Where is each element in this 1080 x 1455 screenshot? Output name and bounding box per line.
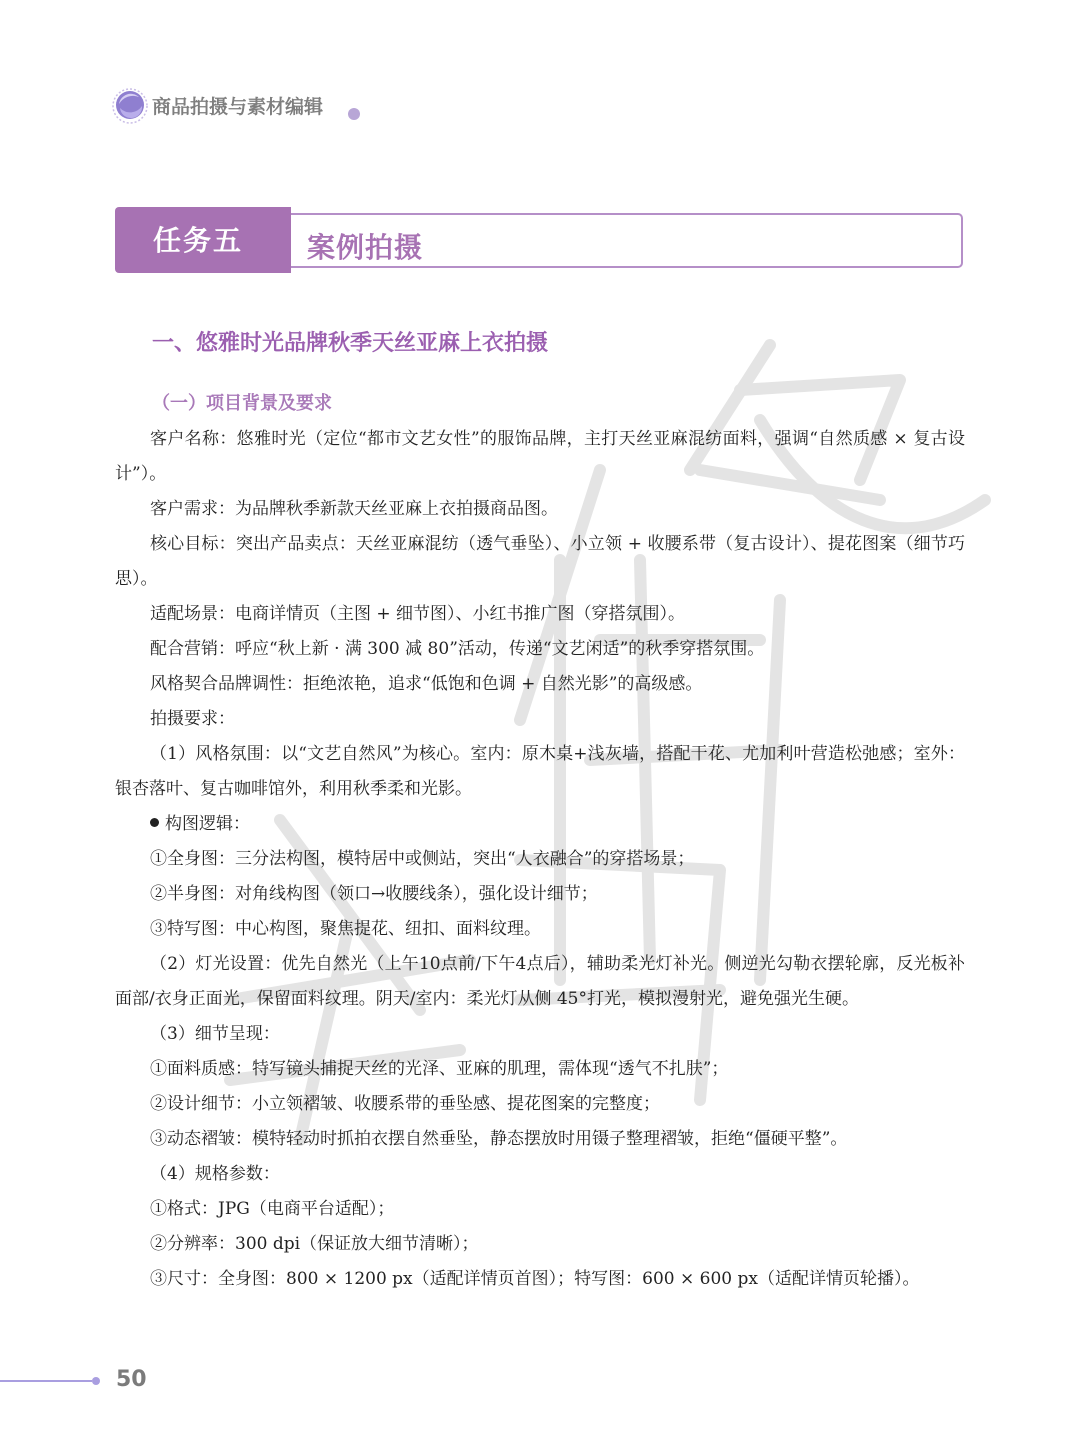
paragraph-spec-format: ①格式：JPG（电商平台适配）； [150,1199,395,1219]
footer-dot [92,1377,100,1385]
paragraph-style-fit: 风格契合品牌调性：拒绝浓艳，追求“低饱和色调 + 自然光影”的高级感。 [150,674,703,694]
paragraph-core-goal: 核心目标：突出产品卖点：天丝亚麻混纺（透气垂坠）、小立领 + 收腰系带（复古设计）、提花图案（细节巧思）。 [115,534,965,589]
bullet-icon [150,818,159,827]
paragraph-marketing: 配合营销：呼应“秋上新 · 满 300 减 80”活动，传递“文艺闲适”的秋季穿搭氛围。 [150,639,765,659]
paragraph-spec-title: （4）规格参数： [150,1164,280,1184]
paragraph-client-need: 客户需求：为品牌秋季新款天丝亚麻上衣拍摄商品图。 [150,499,558,519]
body-text [115,422,965,1297]
task-label-tab [115,207,291,273]
composition-title: 构图逻辑： [165,814,250,834]
paragraph-comp-half: ②半身图：对角线构图（领口→收腰线条），强化设计细节； [150,884,598,904]
paragraph-scenes: 适配场景：电商详情页（主图 + 细节图）、小红书推广图（穿搭氛围）。 [150,604,686,624]
task-label: 任务五 [153,224,244,257]
paragraph-detail-dynamic: ③动态褶皱：模特轻动时抓拍衣摆自然垂坠，静态摆放时用镊子整理褶皱，拒绝“僵硬平整”。 [150,1129,848,1149]
paragraph-composition [115,807,965,842]
paragraph-spec-size: ③尺寸：全身图：800 × 1200 px（适配详情页首图）；特写图：600 × 600 px（适配详情页轮播）。 [150,1269,920,1289]
paragraph-spec-dpi: ②分辨率：300 dpi（保证放大细节清晰）； [150,1234,479,1254]
page-number: 50 [116,1367,147,1392]
paragraph-client-name: 客户名称：悠雅时光（定位“都市文艺女性”的服饰品牌，主打天丝亚麻混纺面料，强调“自然质感 × 复古设计”）。 [115,429,965,484]
paragraph-shoot-requirements: 拍摄要求： [150,709,235,729]
header-decor-dot [348,108,360,120]
task-title: 案例拍摄 [307,231,424,264]
paragraph-detail-fabric: ①面料质感：特写镜头捕捉天丝的光泽、亚麻的肌理，需体现“透气不扎肤”； [150,1059,729,1079]
section-heading: 一、悠雅时光品牌秋季天丝亚麻上衣拍摄 [152,331,549,356]
sub-heading: （一）项目背景及要求 [152,393,332,414]
footer-line [0,1380,92,1382]
paragraph-lighting: （2）灯光设置：优先自然光（上午10点前/下午4点后），辅助柔光灯补光。侧逆光勾勒衣摆轮廓，反光板补面部/衣身正面光，保留面料纹理。阴天/室内：柔光灯从侧 45°打光，模拟漫射光，避免强光生硬。 [115,954,965,1009]
task-banner [115,213,963,268]
paragraph-detail-design: ②设计细节：小立领褶皱、收腰系带的垂坠感、提花图案的完整度； [150,1094,660,1114]
paragraph-detail-title: （3）细节呈现： [150,1024,280,1044]
paragraph-comp-close: ③特写图：中心构图，聚焦提花、纽扣、面料纹理。 [150,919,541,939]
paragraph-style-mood: （1）风格氛围：以“文艺自然风”为核心。室内：原木桌+浅灰墙，搭配干花、尤加利叶营造松弛感；室外：银杏落叶、复古咖啡馆外，利用秋季柔和光影。 [115,744,965,799]
book-logo-icon [112,88,148,124]
paragraph-comp-full: ①全身图：三分法构图，模特居中或侧站，突出“人衣融合”的穿搭场景； [150,849,695,869]
book-title: 商品拍摄与素材编辑 [152,96,324,118]
